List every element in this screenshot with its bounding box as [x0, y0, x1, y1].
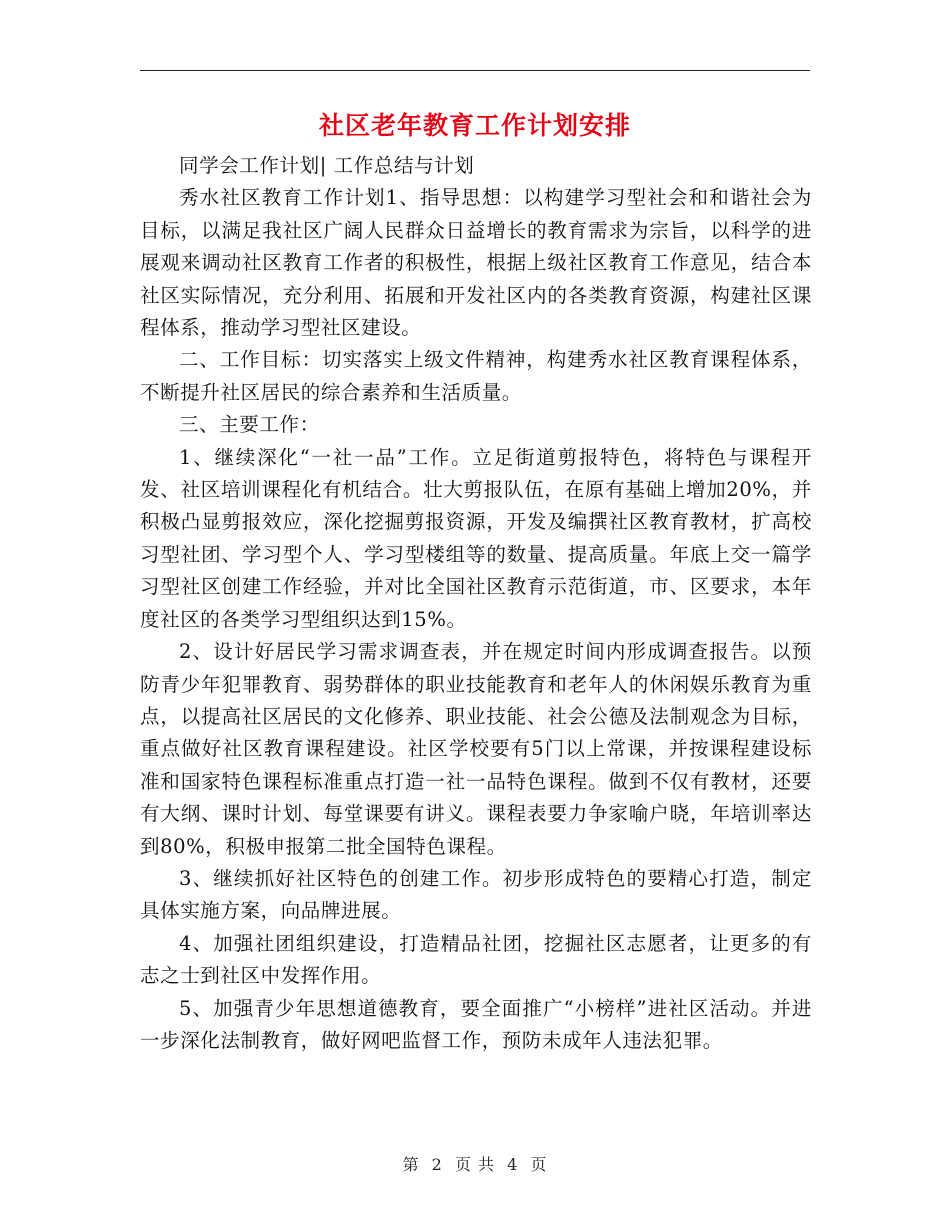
- page-footer: [0, 1152, 950, 1175]
- footer-prefix: 第: [402, 1155, 420, 1174]
- footer-suffix: 页: [530, 1155, 548, 1174]
- footer-total-pages: 4: [507, 1155, 519, 1174]
- paragraph: 同学会工作计划| 工作总结与计划: [179, 154, 475, 177]
- paragraph: 1、继续深化“一社一品”工作。立足街道剪报特色，将特色与课程开发、社区培训课程化有机结合。壮大剪报队伍，在原有基础上增加20%，并积极凸显剪报效应，深化挖掘剪报资源，开发及编撰社区教育教材，扩高校习型社团、学习型个人、学习型楼组等的数量、提高质量。年底上交一篇学习型社区创建工作经验，并对比全国社区教育示范街道，市、区要求，本年度社区的各类学习型组织达到15%。: [140, 445, 812, 631]
- header-rule: [140, 70, 810, 71]
- paragraph: 3、继续抓好社区特色的创建工作。初步形成特色的要精心打造，制定具体实施方案，向品牌进展。: [140, 866, 812, 923]
- paragraph: 秀水社区教育工作计划1、指导思想：以构建学习型社会和和谐社会为目标，以满足我社区广阔人民群众日益增长的教育需求为宗旨，以科学的进展观来调动社区教育工作者的积极性，根据上级社区教育工作意见，结合本社区实际情况，充分利用、拓展和开发社区内的各类教育资源，构建社区课程体系，推动学习型社区建设。: [140, 186, 812, 340]
- page-title: 社区老年教育工作计划安排: [318, 111, 631, 140]
- footer-middle: 页 共: [454, 1155, 496, 1174]
- paragraph: 5、加强青少年思想道德教育，要全面推广“小榜样”进社区活动。并进一步深化法制教育，做好网吧监督工作，预防未成年人违法犯罪。: [140, 996, 812, 1052]
- paragraph: 二、工作目标：切实落实上级文件精神，构建秀水社区教育课程体系，不断提升社区居民的综合素养和生活质量。: [140, 348, 812, 404]
- document-body: [140, 150, 812, 1057]
- paragraph: 三、主要工作：: [179, 413, 320, 437]
- paragraph: 4、加强社团组织建设，打造精品社团，挖掘社区志愿者，让更多的有志之士到社区中发挥作用。: [140, 931, 812, 988]
- paragraph: 2、设计好居民学习需求调查表，并在规定时间内形成调查报告。以预防青少年犯罪教育、弱势群体的职业技能教育和老年人的休闲娱乐教育为重点，以提高社区居民的文化修养、职业技能、社会公德及法制观念为目标，重点做好社区教育课程建设。社区学校要有5门以上常课，并按课程建设标准和国家特色课程标准重点打造一社一品特色课程。做到不仅有教材，还要有大纲、课时计划、每堂课要有讲义。课程表要力争家喻户晓，年培训率达到80%，积极申报第二批全国特色课程。: [140, 640, 812, 858]
- footer-page-number: 2: [431, 1155, 443, 1174]
